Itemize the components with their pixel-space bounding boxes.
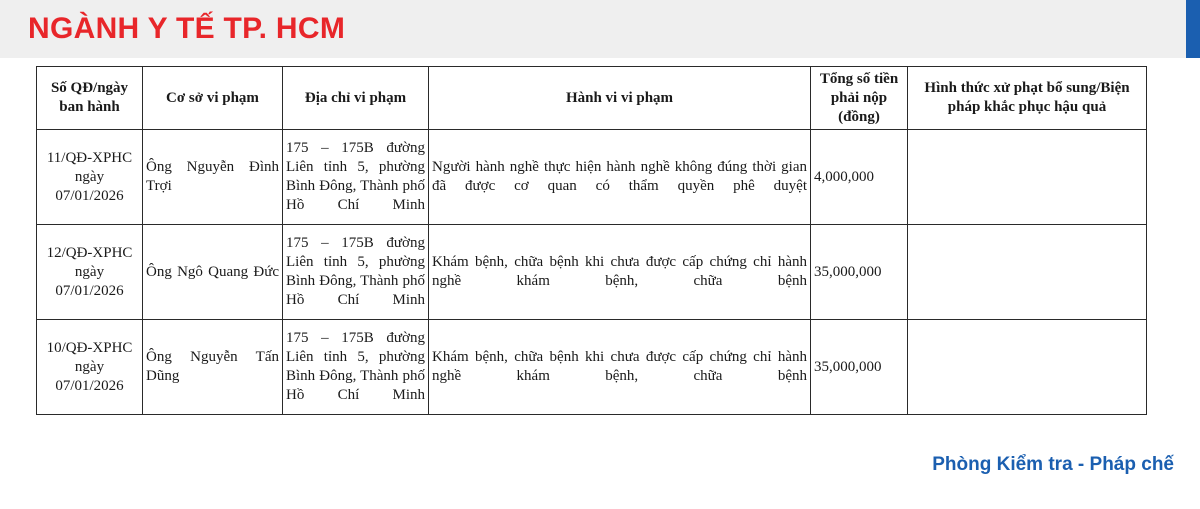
cell-additional [908,225,1147,320]
cell-facility: Ông Ngô Quang Đức [143,225,283,320]
col-header-address: Địa chỉ vi phạm [283,67,429,130]
cell-additional [908,320,1147,415]
violations-table-container [36,66,1147,415]
col-header-additional: Hình thức xử phạt bổ sung/Biện pháp khắc phục hậu quả [908,67,1147,130]
cell-decision: 12/QĐ-XPHC ngày 07/01/2026 [37,225,143,320]
cell-decision: 11/QĐ-XPHC ngày 07/01/2026 [37,130,143,225]
cell-address: 175 – 175B đường Liên tỉnh 5, phường Bình Đông, Thành phố Hồ Chí Minh [283,130,429,225]
cell-address: 175 – 175B đường Liên tỉnh 5, phường Bình Đông, Thành phố Hồ Chí Minh [283,320,429,415]
cell-facility: Ông Nguyễn Tấn Dũng [143,320,283,415]
cell-violation: Khám bệnh, chữa bệnh khi chưa được cấp chứng chỉ hành nghề khám bệnh, chữa bệnh [429,225,811,320]
table-row [37,320,1147,415]
cell-violation: Khám bệnh, chữa bệnh khi chưa được cấp chứng chỉ hành nghề khám bệnh, chữa bệnh [429,320,811,415]
cell-facility: Ông Nguyễn Đình Trợi [143,130,283,225]
cell-amount: 35,000,000 [811,320,908,415]
agency-title: NGÀNH Y TẾ TP. HCM [28,12,346,45]
violations-table [36,66,1147,415]
cell-additional [908,130,1147,225]
cell-decision: 10/QĐ-XPHC ngày 07/01/2026 [37,320,143,415]
table-header-row [37,67,1147,130]
cell-violation: Người hành nghề thực hiện hành nghề không đúng thời gian đã được cơ quan có thẩm quyền phê duyệt [429,130,811,225]
cell-amount: 4,000,000 [811,130,908,225]
scrollbar[interactable] [1186,0,1200,58]
table-row [37,225,1147,320]
col-header-violation: Hành vi vi phạm [429,67,811,130]
department-signature: Phòng Kiểm tra - Pháp chế [932,454,1174,475]
cell-amount: 35,000,000 [811,225,908,320]
table-row [37,130,1147,225]
cell-address: 175 – 175B đường Liên tỉnh 5, phường Bình Đông, Thành phố Hồ Chí Minh [283,225,429,320]
col-header-decision: Số QĐ/ngày ban hành [37,67,143,130]
col-header-facility: Cơ sở vi phạm [143,67,283,130]
col-header-amount: Tổng số tiền phải nộp (đồng) [811,67,908,130]
